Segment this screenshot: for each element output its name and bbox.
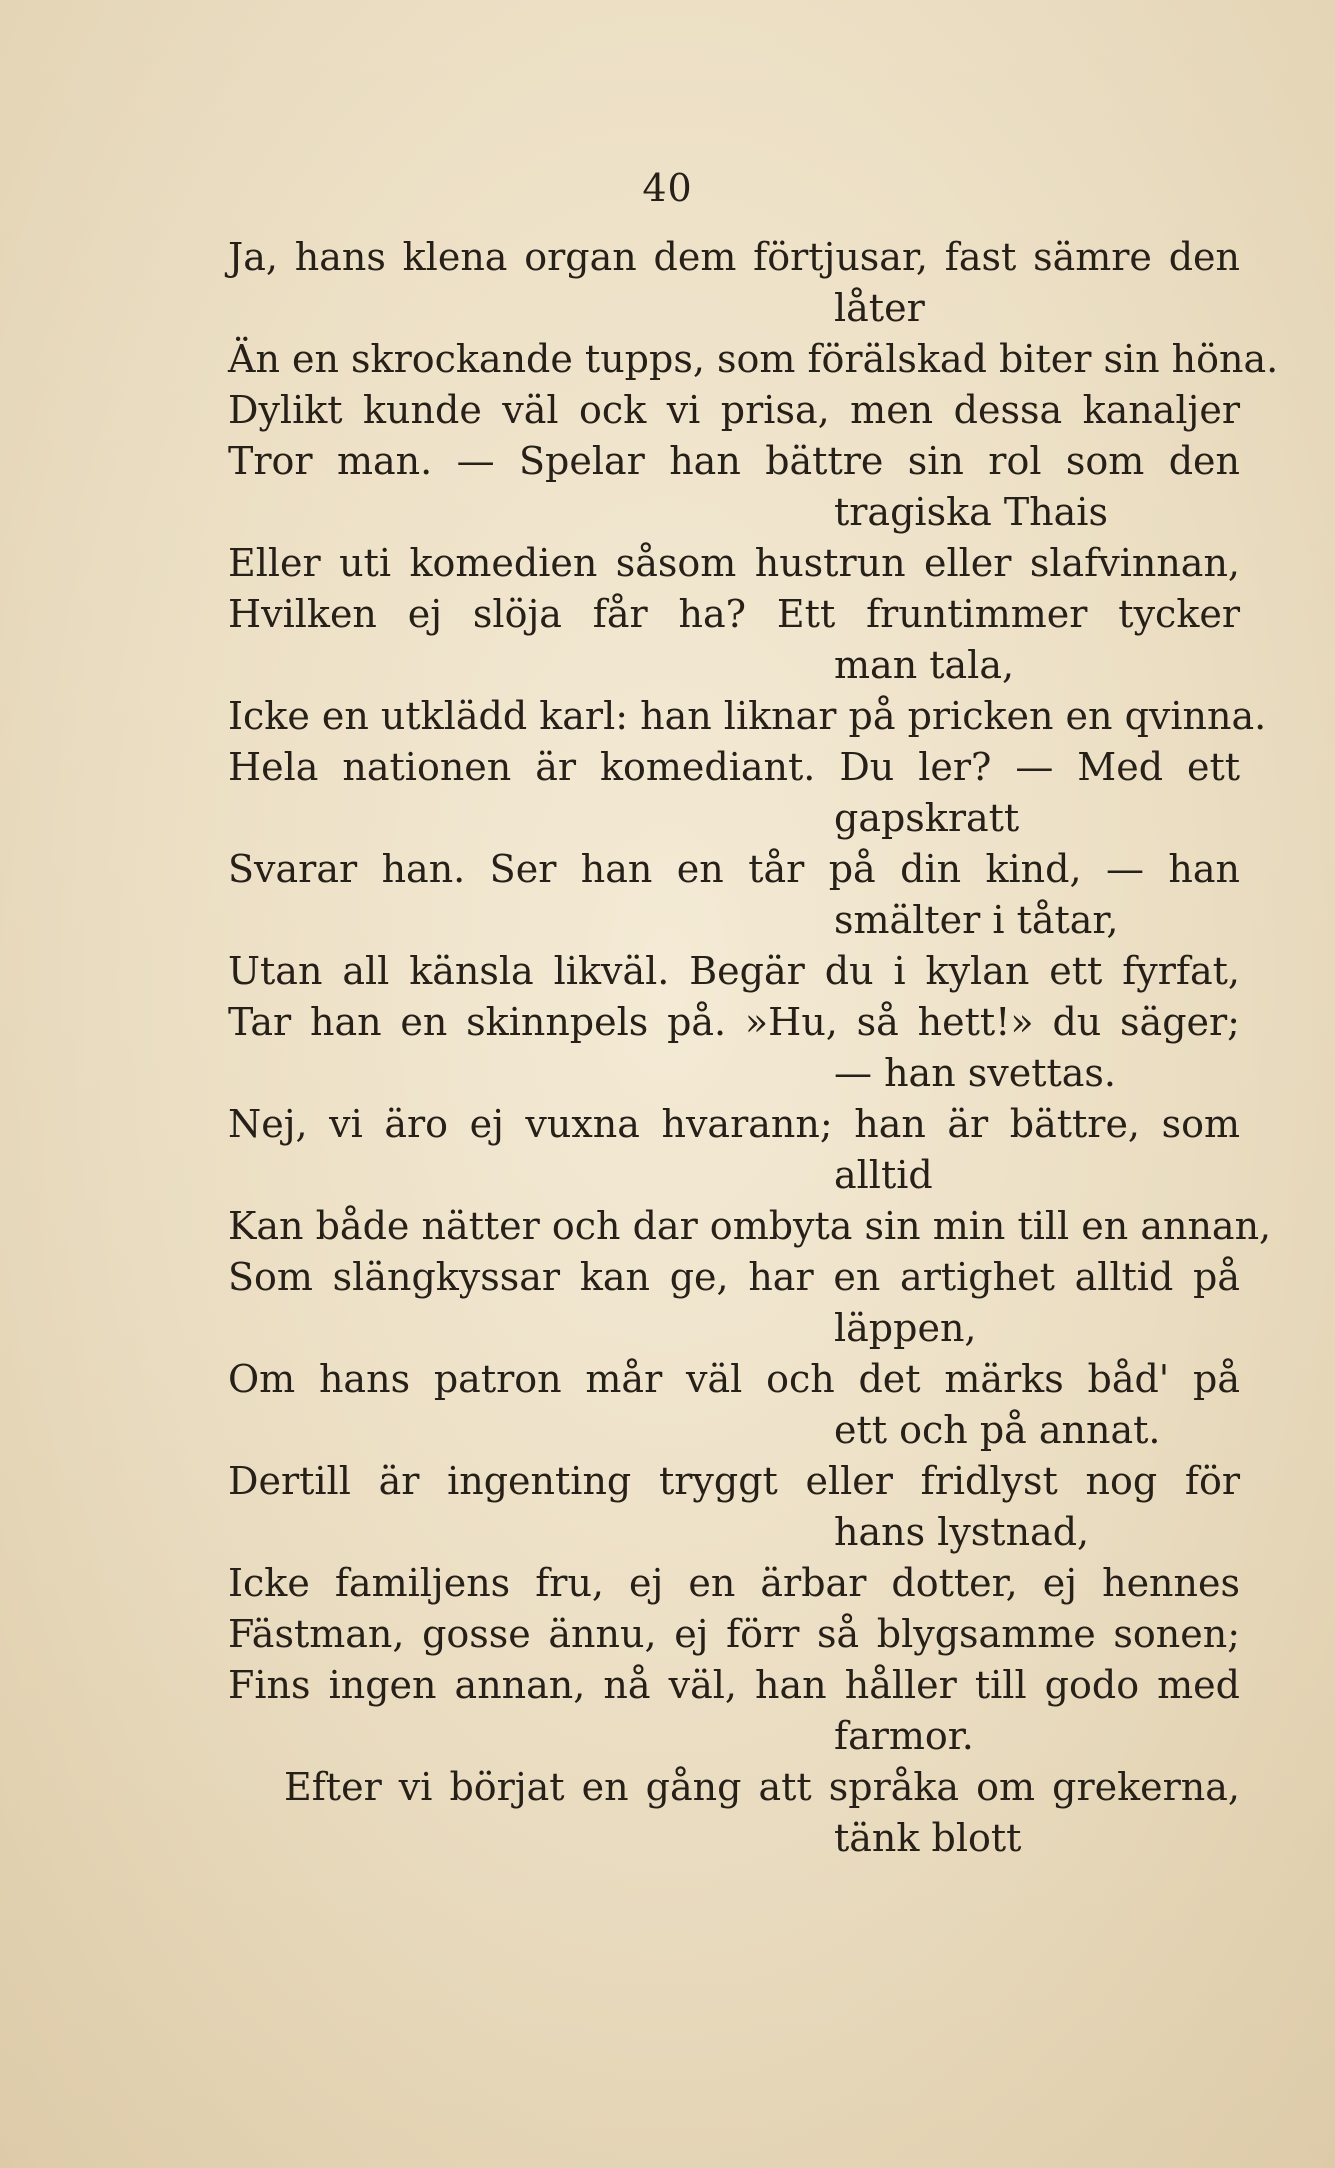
poem-line-continuation: gapskratt — [834, 796, 1020, 840]
poem-line-continuation: tragiska Thais — [834, 490, 1108, 534]
poem-line: Dylikt kunde väl ock vi prisa, men dessa kanaljer — [228, 388, 1240, 432]
poem-line: Tror man. — Spelar han bättre sin rol som den — [228, 439, 1240, 483]
poem-line: Som slängkyssar kan ge, har en artighet alltid på — [228, 1255, 1240, 1299]
poem-line: Eller uti komedien såsom hustrun eller slafvinnan, — [228, 541, 1240, 585]
poem-line: Icke en utklädd karl: han liknar på pricken en qvinna. — [228, 694, 1267, 738]
poem-line: Fästman, gosse ännu, ej förr så blygsamme sonen; — [228, 1612, 1240, 1656]
poem-line-continuation: tänk blott — [834, 1816, 1022, 1860]
poem-line-continuation: ett och på annat. — [834, 1408, 1161, 1452]
poem-line: Hvilken ej slöja får ha? Ett fruntimmer tycker — [228, 592, 1240, 636]
poem-line: Svarar han. Ser han en tår på din kind, — han — [228, 847, 1240, 891]
poem-line: Utan all känsla likväl. Begär du i kylan ett fyrfat, — [228, 949, 1240, 993]
poem-line: Fins ingen annan, nå väl, han håller till godo med — [228, 1663, 1240, 1707]
poem-line: Än en skrockande tupps, som förälskad biter sin höna. — [228, 337, 1279, 381]
page-number: 40 — [642, 166, 693, 210]
poem-line: Hela nationen är komediant. Du ler? — Med ett — [228, 745, 1240, 789]
poem-line-continuation: låter — [834, 286, 925, 330]
poem-line: Nej, vi äro ej vuxna hvarann; han är bättre, som — [228, 1102, 1240, 1146]
poem-line: Ja, hans klena organ dem förtjusar, fast sämre den — [228, 235, 1240, 279]
poem-line: Om hans patron mår väl och det märks båd' på — [228, 1357, 1240, 1401]
poem-line: Icke familjens fru, ej en ärbar dotter, ej hennes — [228, 1561, 1240, 1605]
poem-line-continuation: läppen, — [834, 1306, 977, 1350]
poem-line: Dertill är ingenting tryggt eller fridlyst nog för — [228, 1459, 1240, 1503]
poem-line-continuation: hans lystnad, — [834, 1510, 1090, 1554]
poem-line-continuation: smälter i tåtar, — [834, 898, 1119, 942]
poem-line-continuation: — han svettas. — [834, 1051, 1116, 1095]
poem-line: Tar han en skinnpels på. »Hu, så hett!» du säger; — [228, 1000, 1240, 1044]
poem-line-indented: Efter vi börjat en gång att språka om grekerna, — [284, 1765, 1240, 1809]
poem-line-continuation: alltid — [834, 1153, 933, 1197]
poem-line: Kan både nätter och dar ombyta sin min till en annan, — [228, 1204, 1272, 1248]
poem-line-continuation: man tala, — [834, 643, 1015, 687]
poem-text — [228, 232, 1279, 1864]
poem-line-continuation: farmor. — [834, 1714, 974, 1758]
